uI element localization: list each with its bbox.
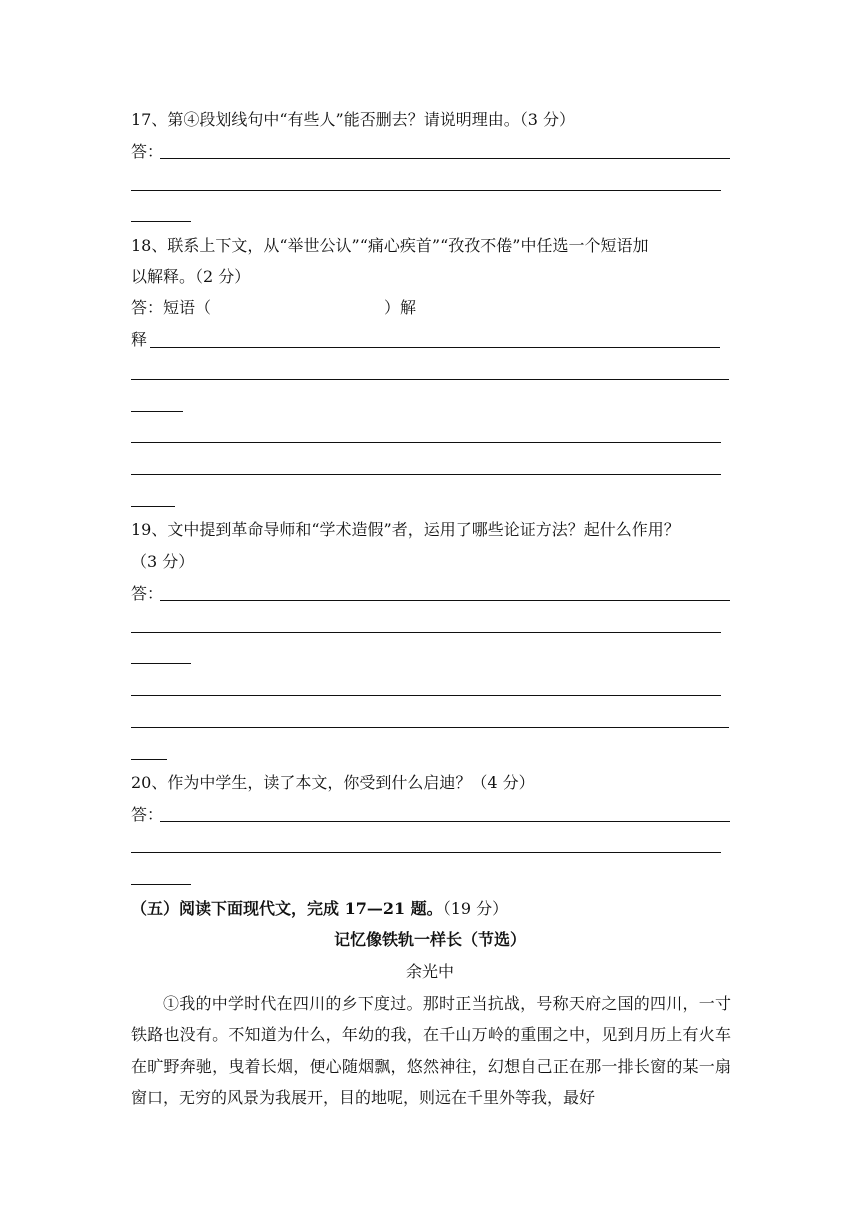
q18-answer-line-3[interactable] <box>131 411 183 412</box>
q19-answer-line-5[interactable] <box>131 727 729 728</box>
q20-answer-line-1[interactable] <box>160 821 730 822</box>
q19-answer-label: 答： <box>131 584 164 603</box>
q18-question-line1: 18、联系上下文，从“举世公认”“痛心疾首”“孜孜不倦”中任选一个短语加 <box>131 236 649 255</box>
q19-answer-line-2[interactable] <box>131 632 721 633</box>
q17-answer-line-1[interactable] <box>160 158 730 159</box>
q18-answer-suffix: ）解 <box>384 298 417 317</box>
q20-answer-line-3[interactable] <box>131 884 191 885</box>
q19-answer-line-3[interactable] <box>131 663 191 664</box>
q20-answer-line-2[interactable] <box>131 852 721 853</box>
article-paragraph-1: ①我的中学时代在四川的乡下度过。那时正当抗战，号称天府之国的四川，一寸铁路也没有。不知道为什么，年幼的我，在千山万岭的重围之中，见到月历上有火车在旷野奔驰，曳着长烟，便心随烟飘，悠然神往，幻想自己正在那一排长窗的某一扇窗口，无穷的风景为我展开，目的地呢，则远在千里外等我，最好 <box>131 994 731 1107</box>
q18-question-line2: 以解释。（2 分） <box>131 267 251 286</box>
q17-answer-line-3[interactable] <box>131 221 191 222</box>
q17-answer-label: 答： <box>131 142 164 161</box>
q17-answer-line-2[interactable] <box>131 190 721 191</box>
article-title: 记忆像铁轨一样长（节选） <box>333 930 526 949</box>
q18-answer-line-4[interactable] <box>131 442 721 443</box>
q17-question: 17、第④段划线句中“有些人”能否删去？请说明理由。（3 分） <box>131 110 575 129</box>
q19-question-line1: 19、文中提到革命导师和“学术造假”者，运用了哪些论证方法？起什么作用？ <box>131 520 680 539</box>
q19-answer-line-6[interactable] <box>131 759 167 760</box>
q18-answer-line-6[interactable] <box>131 506 175 507</box>
q18-answer-line-5[interactable] <box>131 474 721 475</box>
article-author: 余光中 <box>405 962 454 981</box>
section5-heading <box>131 899 508 919</box>
q19-answer-line-1[interactable] <box>160 600 730 601</box>
q20-answer-label: 答： <box>131 805 164 824</box>
q18-answer-line-1[interactable] <box>150 347 720 348</box>
q19-answer-line-4[interactable] <box>131 695 721 696</box>
section5-heading-instruction: （五）阅读下面现代文，完成 17—21 题。 <box>131 899 443 918</box>
section5-heading-score: （19 分） <box>442 899 509 918</box>
q20-question: 20、作为中学生，读了本文，你受到什么启迪？（4 分） <box>131 773 535 792</box>
q18-answer-prefix: 答：短语（ <box>131 298 212 317</box>
q19-question-line2: （3 分） <box>131 552 195 571</box>
q18-answer-line2-label: 释 <box>131 330 148 349</box>
q18-answer-line-2[interactable] <box>131 379 729 380</box>
